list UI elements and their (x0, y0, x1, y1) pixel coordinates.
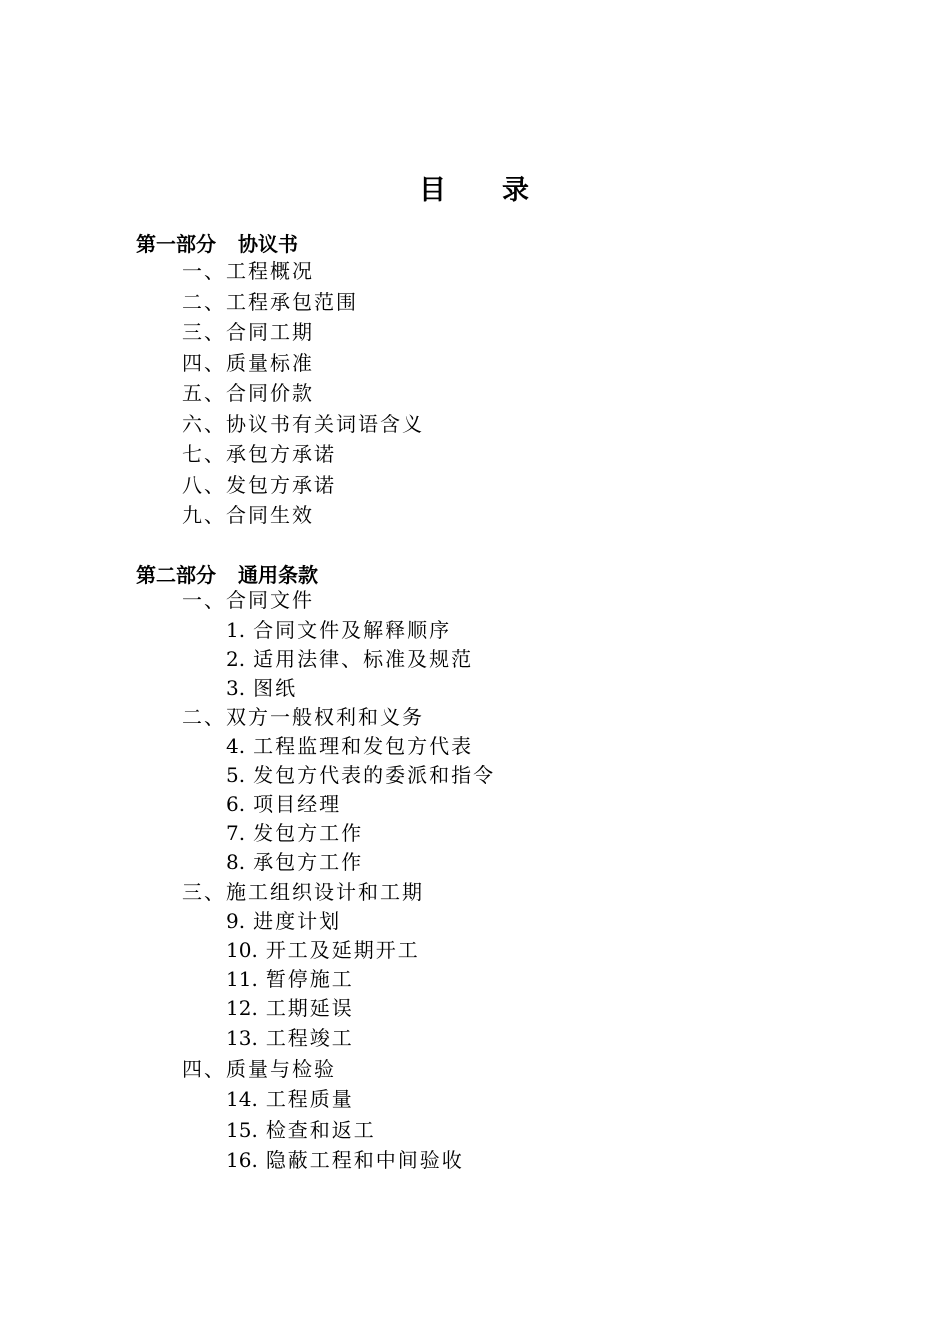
clause-item (226, 678, 297, 698)
clause-item (226, 1120, 376, 1140)
clause-item (226, 969, 354, 989)
clause-text: 发包方工作 (253, 821, 364, 845)
clause-number: 9. (226, 909, 246, 933)
part1-item: 八、发包方承诺 (182, 473, 336, 497)
part2-label: 第二部分 (136, 563, 216, 587)
clause-text: 隐蔽工程和中间验收 (265, 1148, 464, 1172)
clause-item (226, 649, 473, 669)
clause-number: 3. (226, 676, 246, 700)
part1-heading (136, 228, 298, 257)
part1-item: 七、承包方承诺 (182, 442, 336, 466)
clause-number: 6. (226, 792, 246, 816)
clause-number: 15. (226, 1118, 258, 1142)
clause-item (226, 765, 495, 785)
clause-text: 工程监理和发包方代表 (253, 734, 474, 758)
clause-text: 暂停施工 (265, 967, 354, 991)
clause-text: 工程竣工 (265, 1026, 354, 1050)
clause-number: 11. (226, 967, 258, 991)
clause-item (226, 940, 420, 960)
clause-number: 4. (226, 734, 246, 758)
clause-text: 发包方代表的委派和指令 (253, 763, 496, 787)
chapter-heading: 一、合同文件 (182, 588, 314, 612)
part1-item: 四、质量标准 (182, 351, 314, 375)
clause-number: 7. (226, 821, 246, 845)
clause-item (226, 998, 354, 1018)
part1-label: 第一部分 (136, 232, 216, 256)
clause-text: 承包方工作 (253, 850, 364, 874)
part1-item: 六、协议书有关词语含义 (182, 412, 424, 436)
part1-item: 三、合同工期 (182, 320, 314, 344)
clause-text: 图纸 (253, 676, 298, 700)
clause-item (226, 794, 341, 814)
clause-number: 8. (226, 850, 246, 874)
part1-item: 九、合同生效 (182, 503, 314, 527)
clause-item (226, 911, 341, 931)
clause-text: 进度计划 (253, 909, 342, 933)
clause-item (226, 852, 363, 872)
clause-text: 开工及延期开工 (265, 938, 420, 962)
clause-number: 14. (226, 1087, 258, 1111)
clause-text: 工程质量 (265, 1087, 354, 1111)
clause-item (226, 1089, 354, 1109)
clause-number: 16. (226, 1148, 258, 1172)
part1-item: 五、合同价款 (182, 381, 314, 405)
clause-number: 10. (226, 938, 258, 962)
clause-text: 合同文件及解释顺序 (253, 618, 452, 642)
clause-number: 13. (226, 1026, 258, 1050)
clause-item (226, 823, 363, 843)
clause-text: 适用法律、标准及规范 (253, 647, 474, 671)
part1-item: 一、工程概况 (182, 259, 314, 283)
clause-number: 1. (226, 618, 246, 642)
toc-title (0, 168, 950, 207)
chapter-heading: 四、质量与检验 (182, 1057, 336, 1081)
clause-text: 项目经理 (253, 792, 342, 816)
chapter-heading: 二、双方一般权利和义务 (182, 705, 424, 729)
part2-name: 通用条款 (238, 563, 318, 587)
clause-item (226, 736, 473, 756)
clause-number: 12. (226, 996, 258, 1020)
part2-heading (136, 559, 318, 588)
clause-number: 5. (226, 763, 246, 787)
clause-item (226, 620, 451, 640)
clause-number: 2. (226, 647, 246, 671)
clause-text: 工期延误 (265, 996, 354, 1020)
chapter-heading: 三、施工组织设计和工期 (182, 880, 424, 904)
clause-item (226, 1028, 354, 1048)
title-part1: 目 (419, 175, 448, 206)
part1-name: 协议书 (238, 232, 298, 256)
part1-item: 二、工程承包范围 (182, 290, 358, 314)
clause-text: 检查和返工 (265, 1118, 376, 1142)
clause-item (226, 1150, 464, 1170)
title-part2: 录 (502, 175, 531, 206)
